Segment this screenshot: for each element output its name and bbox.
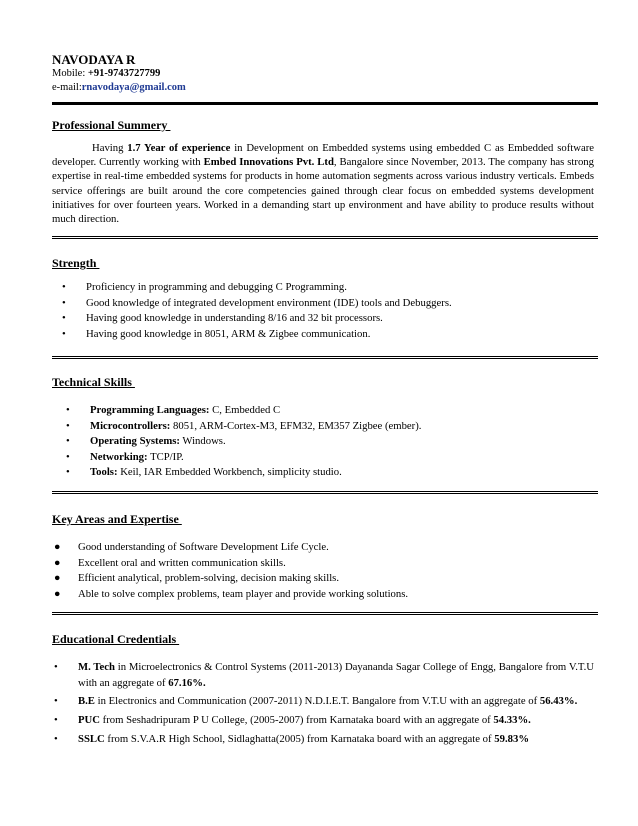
list-item: • Having good knowledge in understanding 8/16 and 32 bit processors.	[62, 312, 383, 324]
list-item: • PUC from Seshadripuram P U College, (2005-2007) from Karnataka board with an aggregate of 54.33%.	[54, 713, 531, 726]
list-item: ● Able to solve complex problems, team player and provide working solutions.	[54, 587, 409, 600]
degree-name: SSLC	[78, 733, 105, 745]
degree-details: in Electronics and Communication (2007-2011) N.D.I.E.T. Bangalore from V.T.U with an aggregate of	[94, 695, 540, 707]
skill-value: TCP/IP.	[147, 450, 184, 463]
resume-header	[52, 52, 596, 95]
email-line	[52, 81, 596, 95]
summary-paragraph	[52, 141, 594, 226]
summary-divider	[52, 236, 598, 239]
degree-name: B.E	[78, 695, 95, 707]
summary-experience: 1.7 Year of experience	[127, 142, 231, 154]
list-item: • Programming Languages: C, Embedded C	[66, 404, 281, 416]
key-areas-list	[54, 540, 596, 602]
mobile-number: +91-9743727799	[87, 68, 161, 79]
section-title-technical: Technical Skills	[52, 375, 135, 389]
summary-text-3: , Bangalore since November, 2013. The company has strong expertise in real-time embedded systems for products in home automation segments across various industry verticals. Embeds service offerings are built around the core competencies gained through clear focus on embedded systems development initiatives for over fourteen years. Worked in a demanding start up environment and have ability to produce results without much direction.	[52, 156, 594, 226]
degree-score: 59.83%	[494, 733, 529, 745]
strength-text: Having good knowledge in 8051, ARM & Zigbee communication.	[86, 327, 371, 340]
skill-value: Keil, IAR Embedded Workbench, simplicity studio.	[117, 466, 342, 478]
mobile-label: Mobile:	[52, 68, 88, 79]
section-title-key-areas: Key Areas and Expertise	[52, 512, 182, 526]
email-address[interactable]: rnavodaya@gmail.com	[81, 82, 186, 93]
mobile-line	[52, 67, 596, 81]
degree-details: from S.V.A.R High School, Sidlaghatta(2005) from Karnataka board with an aggregate of	[104, 733, 495, 745]
degree-name: M. Tech	[78, 661, 115, 673]
degree-score: 54.33%.	[493, 713, 531, 726]
key-area-text: Excellent oral and written communication skills.	[78, 556, 286, 569]
list-item: • Having good knowledge in 8051, ARM & Zigbee communication.	[62, 327, 371, 340]
list-item: ● Good understanding of Software Development Life Cycle.	[54, 541, 329, 553]
key-areas-divider	[52, 612, 598, 615]
list-item: • Good knowledge of integrated development environment (IDE) tools and Debuggers.	[62, 296, 452, 309]
strength-text: Good knowledge of integrated development environment (IDE) tools and Debuggers.	[86, 296, 452, 309]
skill-label: Programming Languages:	[90, 404, 210, 416]
list-item: • Tools: Keil, IAR Embedded Workbench, simplicity studio.	[66, 466, 342, 478]
section-title-education: Educational Credentials	[52, 632, 180, 646]
list-item: ● Efficient analytical, problem-solving, decision making skills.	[54, 572, 339, 584]
list-item: • SSLC from S.V.A.R High School, Sidlaghatta(2005) from Karnataka board with an aggregate of 59.83%	[54, 733, 529, 745]
key-area-text: Efficient analytical, problem-solving, decision making skills.	[78, 572, 339, 584]
degree-score: 56.43%.	[539, 695, 578, 707]
skill-label: Tools:	[90, 466, 118, 478]
skill-label: Operating Systems:	[90, 435, 180, 447]
strength-text: Proficiency in programming and debugging C Programming.	[86, 281, 347, 293]
summary-text-1: Having	[92, 142, 128, 154]
skill-label: Microcontrollers:	[90, 419, 171, 432]
key-area-text: Able to solve complex problems, team player and provide working solutions.	[78, 587, 409, 600]
list-item: • M. Tech in Microelectronics & Control Systems (2011-2013) Dayananda Sagar College of Engg, Bangalore from V.T.U with an aggregate of 67.16%.	[54, 661, 594, 689]
strength-text: Having good knowledge in understanding 8/16 and 32 bit processors.	[86, 312, 383, 324]
degree-score: 67.16%.	[168, 676, 206, 689]
summary-company: Embed Innovations Pvt. Ltd	[203, 156, 334, 169]
list-item: • B.E in Electronics and Communication (2007-2011) N.D.I.E.T. Bangalore from V.T.U with an aggregate of 56.43%.	[54, 695, 578, 707]
section-title-summary: Professional Summery	[52, 118, 171, 132]
section-title-strength: Strength	[52, 256, 100, 270]
key-area-text: Good understanding of Software Development Life Cycle.	[78, 541, 329, 553]
header-divider	[52, 102, 598, 105]
education-list	[54, 660, 594, 748]
degree-name: PUC	[78, 713, 100, 726]
skill-label: Networking:	[90, 450, 148, 463]
skill-value: C, Embedded C	[209, 404, 281, 416]
list-item: • Operating Systems: Windows.	[66, 435, 226, 447]
list-item: • Proficiency in programming and debugging C Programming.	[62, 281, 347, 293]
summary-text-2: in Development on Embedded systems using embedded C as Embedded software developer. Currently working with	[52, 142, 595, 169]
email-label: e-mail:	[52, 82, 82, 93]
skill-value: 8051, ARM-Cortex-M3, EFM32, EM357 Zigbee (ember).	[170, 419, 422, 432]
skill-value: Windows.	[179, 435, 226, 447]
degree-details: in Microelectronics & Control Systems (2011-2013) Dayananda Sagar College of Engg, Bangalore from V.T.U with an aggregate of	[78, 661, 594, 689]
list-item: • Microcontrollers: 8051, ARM-Cortex-M3, EFM32, EM357 Zigbee (ember).	[66, 419, 422, 432]
list-item: ● Excellent oral and written communication skills.	[54, 556, 286, 569]
strength-divider	[52, 356, 598, 359]
technical-list	[66, 403, 596, 481]
degree-details: from Seshadripuram P U College, (2005-2007) from Karnataka board with an aggregate of	[99, 713, 494, 726]
list-item: • Networking: TCP/IP.	[66, 450, 184, 463]
strength-list	[62, 280, 596, 342]
technical-divider	[52, 491, 598, 494]
candidate-name: NAVODAYA R	[52, 52, 136, 67]
